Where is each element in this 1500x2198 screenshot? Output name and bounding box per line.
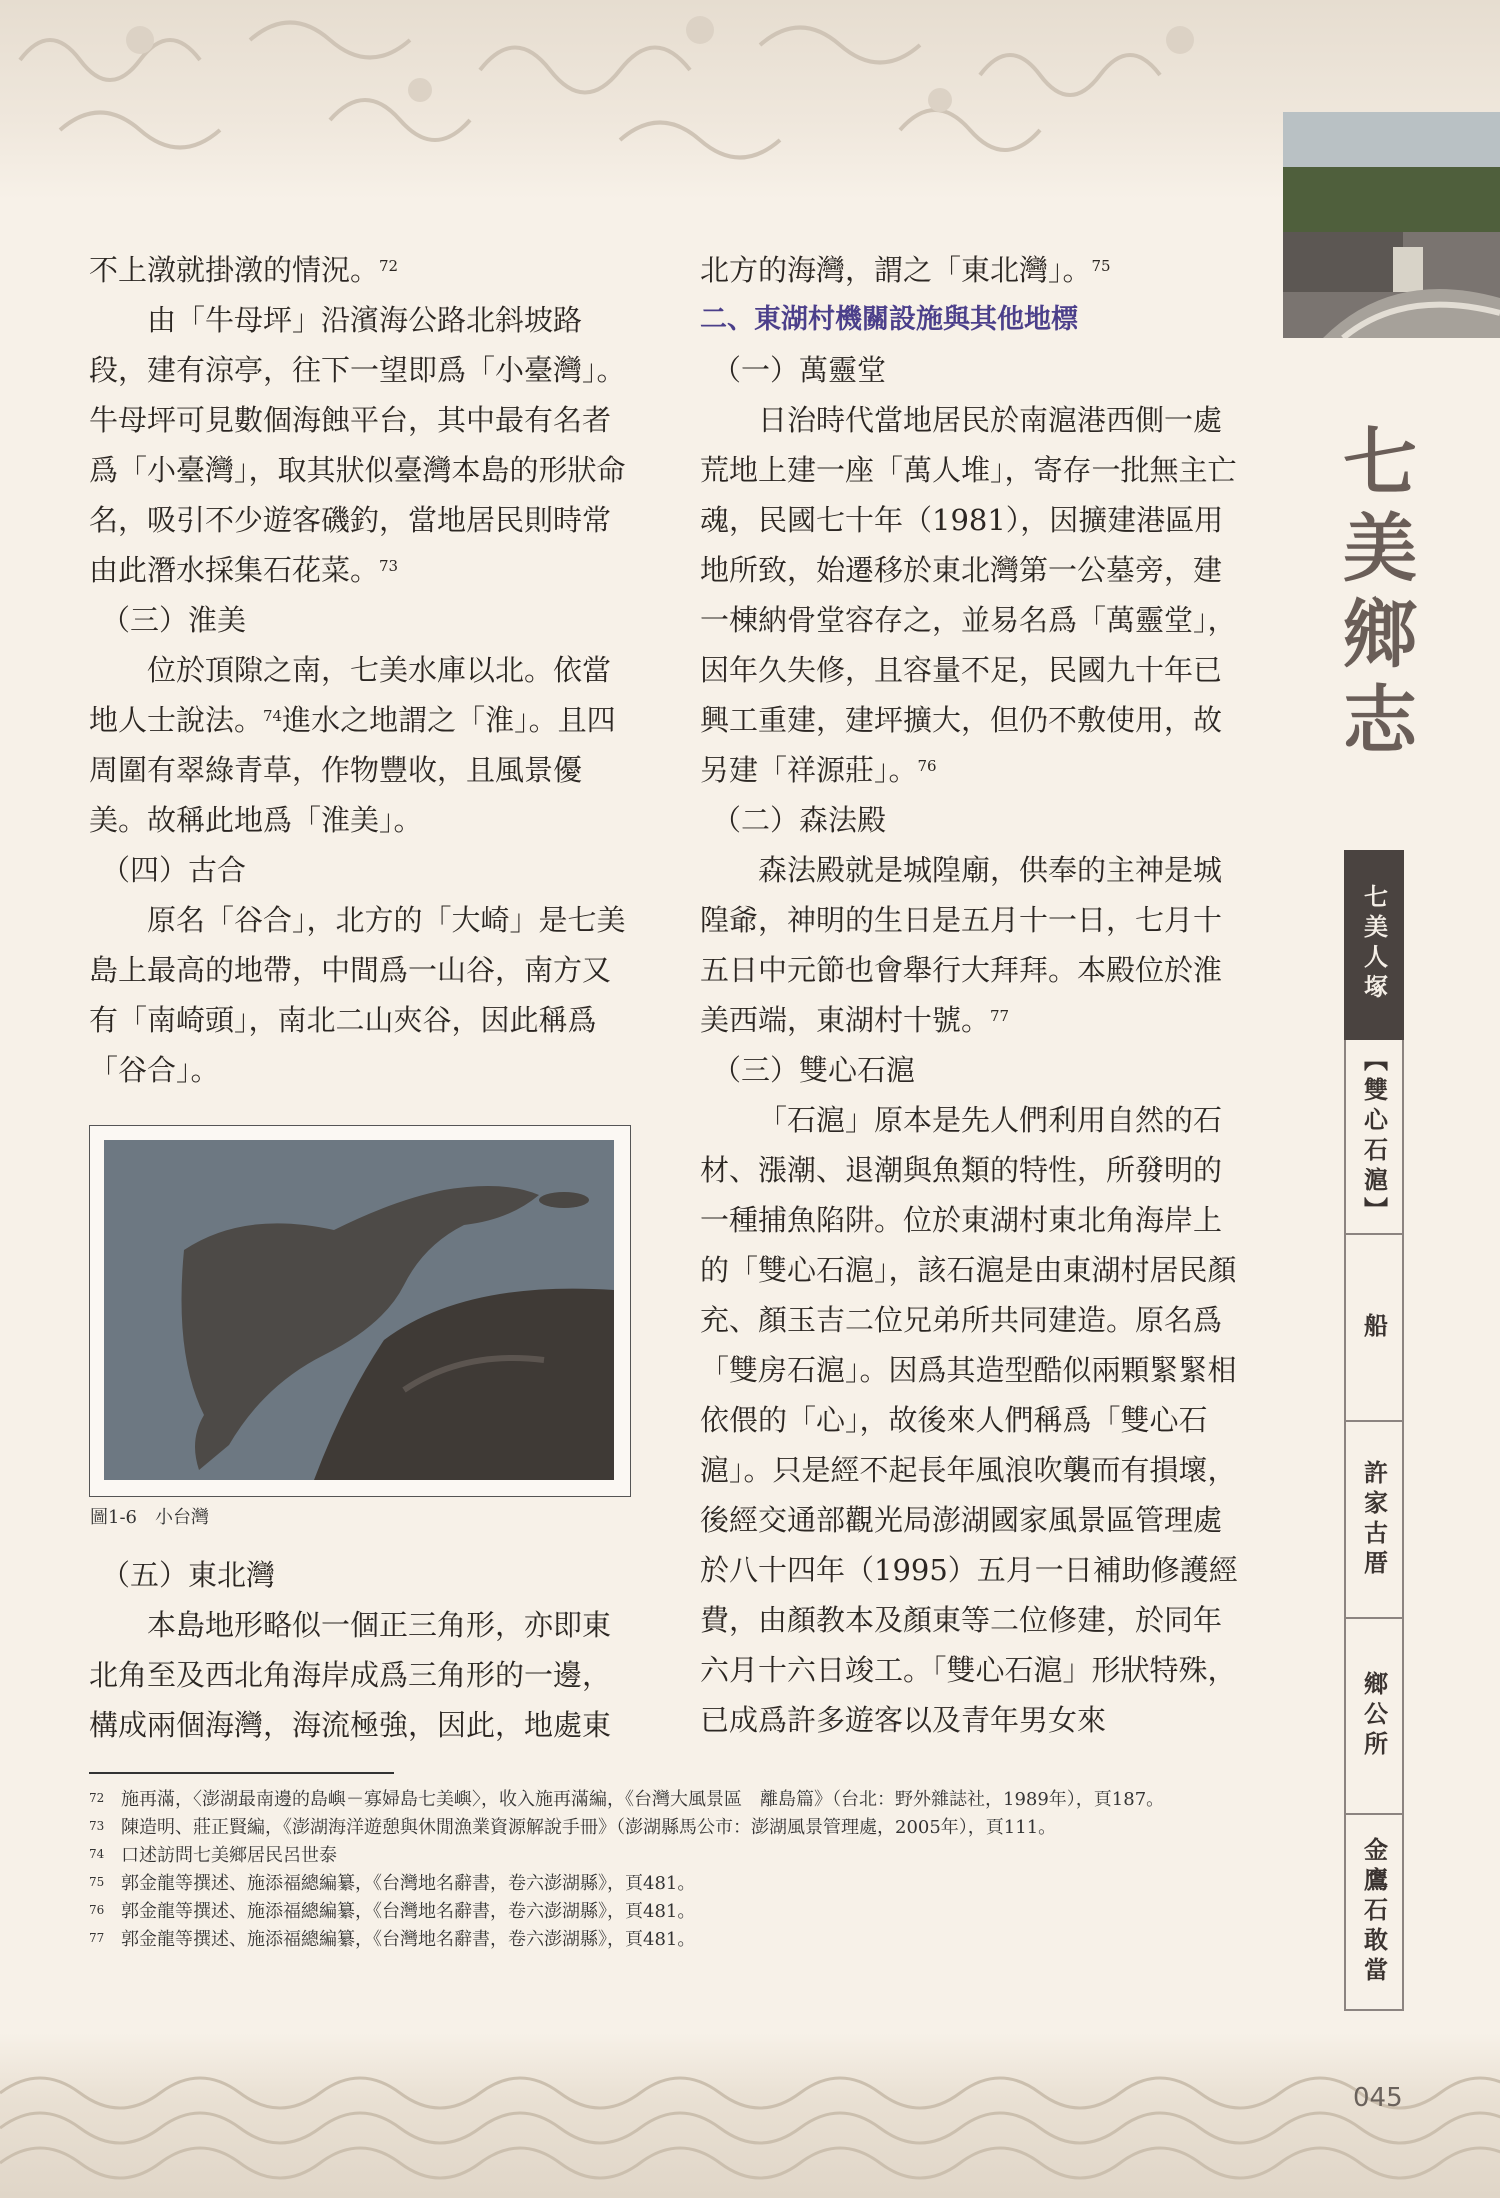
section-heading: 二、東湖村機關設施與其他地標 bbox=[700, 304, 1078, 335]
footnote: 74 口述訪問七美鄉居民呂世泰 bbox=[89, 1845, 337, 1866]
subheading-wanling-hall: （一）萬靈堂 bbox=[712, 353, 887, 387]
footnote-ref[interactable]: 74 bbox=[263, 707, 283, 725]
footnote-ref[interactable]: 75 bbox=[1091, 257, 1111, 275]
subheading-huaimei: （三）淮美 bbox=[101, 603, 247, 637]
paragraph: 原名「谷合」，北方的「大崎」是七美島上最高的地帶，中間爲一山谷，南方又有「南崎頭」，南北二山夾谷，因此稱爲「谷合」。 bbox=[89, 903, 626, 1087]
wave-pattern-icon bbox=[0, 2033, 1500, 2198]
left-column-top bbox=[89, 245, 634, 1095]
right-column bbox=[700, 245, 1245, 1745]
paragraph: 北方的海灣，謂之「東北灣」。 bbox=[700, 253, 1092, 287]
footnote: 73 陳造明、莊正賢編，《澎湖海洋遊憩與休閒漁業資源解說手冊》（澎湖縣馬公市：澎湖風景管理處，2005年），頁111。 bbox=[89, 1817, 1057, 1838]
left-column-bottom bbox=[89, 1550, 634, 1750]
chapter-tabs bbox=[1344, 850, 1404, 2011]
top-cloud-band bbox=[0, 0, 1500, 200]
paragraph: 日治時代當地居民於南滬港西側一處荒地上建一座「萬人堆」，寄存一批無主亡魂，民國七十年（1981），因擴建港區用地所致，始遷移於東北灣第一公墓旁，建一棟納骨堂容存之，並易名爲「萬靈堂」，因年久失修，且容量不足，民國九十年已興工重建，建坪擴大，但仍不敷使用，故另建「祥源莊」。 bbox=[700, 403, 1237, 787]
paragraph: 位於頂隙之南，七美水庫以北。依當地人士說法。 bbox=[89, 653, 612, 737]
tab-boat[interactable]: 船 bbox=[1344, 1235, 1404, 1422]
bottom-wave-band bbox=[0, 2033, 1500, 2198]
subheading-twin-heart-weir: （三）雙心石滬 bbox=[712, 1053, 916, 1087]
footnote: 77 郭金龍等撰述、施添福總編纂，《台灣地名辭書，卷六澎湖縣》，頁481。 bbox=[89, 1929, 696, 1950]
xiao-taiwan-photo bbox=[104, 1140, 614, 1480]
paragraph: 由「牛母坪」沿濱海公路北斜坡路段，建有涼亭，往下一望即爲「小臺灣」。牛母坪可見數個海蝕平台，其中最有名者爲「小臺灣」，取其狀似臺灣本島的形狀命名，吸引不少遊客磯釣，當地居民則時常由此潛水採集石花菜。 bbox=[89, 303, 626, 587]
tab-twin-heart-weir[interactable]: 【雙心石滬】 bbox=[1344, 1040, 1404, 1235]
tab-xu-house[interactable]: 許家古厝 bbox=[1344, 1422, 1404, 1619]
footnote-ref[interactable]: 73 bbox=[379, 557, 399, 575]
paragraph: 「石滬」原本是先人們利用自然的石材、漲潮、退潮與魚類的特性，所發明的一種捕魚陷阱。位於東湖村東北角海岸上的「雙心石滬」，該石滬是由東湖村居民顏充、顏玉吉二位兄弟所共同建造。原名爲「雙房石滬」。因爲其造型酷似兩顆緊緊相依偎的「心」，故後來人們稱爲「雙心石滬」。只是經不起長年風浪吹襲而有損壞，後經交通部觀光局澎湖國家風景區管理處於八十四年（1995）五月一日補助修護經費，由顏教本及顏東等二位修建，於同年六月十六日竣工。「雙心石滬」形狀特殊，已成爲許多遊客以及青年男女來 bbox=[700, 1103, 1238, 1737]
footnote-ref[interactable]: 72 bbox=[379, 257, 399, 275]
tab-eagle-stone[interactable]: 金鷹石敢當 bbox=[1344, 1815, 1404, 2011]
page-number: 045 bbox=[1353, 2083, 1403, 2113]
photo-caption: 圖1-6 小台灣 bbox=[90, 1507, 209, 1528]
paragraph: 本島地形略似一個正三角形，亦即東北角至及西北角海岸成爲三角形的一邊，構成兩個海灣，海流極強，因此，地處東 bbox=[89, 1608, 612, 1742]
photo-frame bbox=[89, 1125, 631, 1497]
paragraph: 不上潡就掛潡的情況。 bbox=[89, 253, 380, 287]
book-title: 七美鄉志 bbox=[1343, 420, 1417, 764]
cloud-pattern-icon bbox=[0, 0, 1500, 200]
subheading-northeast-bay: （五）東北灣 bbox=[101, 1558, 276, 1592]
subheading-senfa-temple: （二）森法殿 bbox=[712, 803, 887, 837]
paragraph: 森法殿就是城隍廟，供奉的主神是城隍爺，神明的生日是五月十一日，七月十五日中元節也會舉行大拜拜。本殿位於淮美西端，東湖村十號。 bbox=[700, 853, 1223, 1037]
tab-township-office[interactable]: 鄉公所 bbox=[1344, 1619, 1404, 1815]
footnote-divider bbox=[89, 1772, 394, 1774]
tab-qimei-tomb[interactable]: 七美人塚 bbox=[1344, 850, 1404, 1040]
footnote-ref[interactable]: 76 bbox=[917, 757, 937, 775]
footnote: 75 郭金龍等撰述、施添福總編纂，《台灣地名辭書，卷六澎湖縣》，頁481。 bbox=[89, 1873, 696, 1894]
corner-photo bbox=[1283, 112, 1500, 338]
footnote-ref[interactable]: 77 bbox=[990, 1007, 1010, 1025]
footnote: 72 施再滿，〈澎湖最南邊的島嶼－寡婦島七美嶼〉，收入施再滿編，《台灣大風景區 離島篇》（台北：野外雜誌社，1989年），頁187。 bbox=[89, 1789, 1165, 1810]
footnotes bbox=[89, 1786, 1249, 1954]
subheading-guhe: （四）古合 bbox=[101, 853, 247, 887]
paragraph: 進水之地謂之「淮」。且四周圍有翠綠青草，作物豐收，且風景優美。故稱此地爲「淮美」。 bbox=[89, 703, 616, 837]
footnote: 76 郭金龍等撰述、施添福總編纂，《台灣地名辭書，卷六澎湖縣》，頁481。 bbox=[89, 1901, 696, 1922]
